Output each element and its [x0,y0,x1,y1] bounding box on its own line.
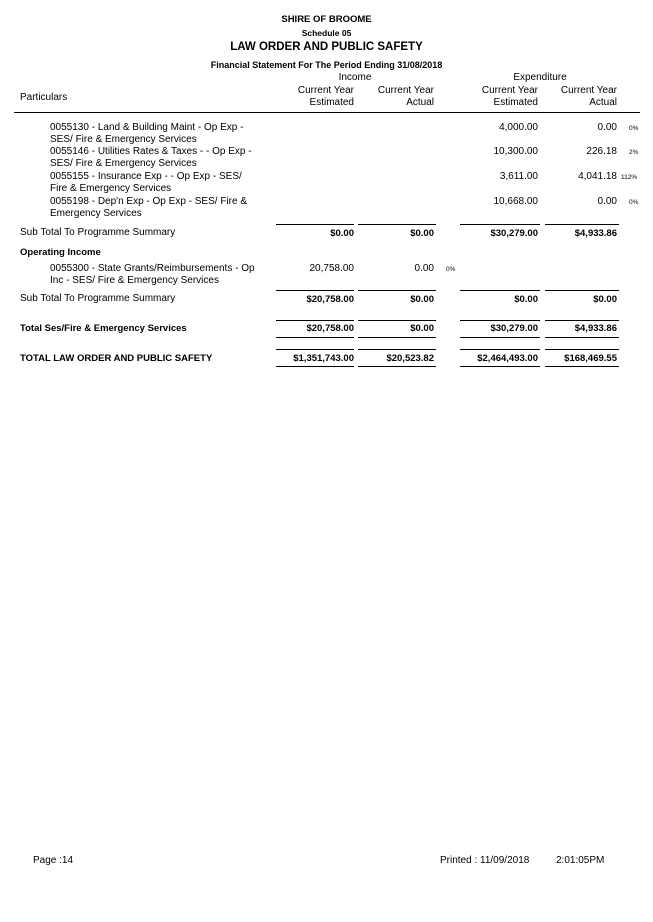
expenditure-actual-header-line2: Actual [589,97,617,108]
income-estimated-value: 20,758.00 [309,263,354,274]
column-rule [545,320,619,321]
column-rule [276,320,354,321]
column-rule [276,290,354,291]
column-rule [358,349,436,350]
expenditure-estimated-value: $0.00 [514,294,538,305]
subtotal-label: Sub Total To Programme Summary [20,293,176,304]
grand-total-label: TOTAL LAW ORDER AND PUBLIC SAFETY [20,353,213,364]
expenditure-estimated-value: $30,279.00 [490,228,538,239]
section-heading: Operating Income [20,247,101,258]
income-group-header: Income [338,72,372,83]
total-label: Total Ses/Fire & Emergency Services [20,323,187,334]
row-description: 0055130 - Land & Building Maint - Op Exp - SES/ Fire & Emergency Services [50,122,244,145]
expenditure-estimated-header-line1: Current Year [481,85,538,96]
income-actual-value: $0.00 [410,228,434,239]
printed-time: 2:01:05PM [556,855,605,866]
column-rule [460,290,540,291]
expenditure-estimated-value: 3,611.00 [499,171,538,182]
income-actual-value: $0.00 [410,323,434,334]
expenditure-estimated-value: 4,000.00 [499,122,538,133]
expenditure-estimated-value: $2,464,493.00 [477,353,538,364]
expenditure-actual-value: $4,933.86 [574,323,617,334]
percentage-value: 0% [629,199,639,206]
column-rule [460,366,540,367]
column-rule [545,224,619,225]
income-actual-header-line1: Current Year [377,85,434,96]
column-rule [358,290,436,291]
column-rule [358,366,436,367]
percentage-value: 112% [621,174,638,181]
income-actual-value: $0.00 [410,294,434,305]
column-rule [545,290,619,291]
row-description: 0055146 - Utilities Rates & Taxes - - Op Exp - SES/ Fire & Emergency Services [50,146,252,169]
column-rule [545,366,619,367]
report-title: LAW ORDER AND PUBLIC SAFETY [230,41,423,53]
expenditure-estimated-value: $30,279.00 [490,323,538,334]
column-rule [460,337,540,338]
income-actual-header-line2: Actual [406,97,434,108]
expenditure-estimated-header-line2: Estimated [493,97,538,108]
printed-date: Printed : 11/09/2018 [440,855,530,866]
column-rule [276,366,354,367]
income-estimated-header-line2: Estimated [309,97,354,108]
schedule-number: Schedule 05 [301,28,352,38]
percentage-value: 2% [629,149,639,156]
report-period: Financial Statement For The Period Ending 31/08/2018 [210,60,443,70]
row-description: 0055155 - Insurance Exp - - Op Exp - SES/ Fire & Emergency Services [50,171,242,194]
expenditure-actual-value: $4,933.86 [574,228,617,239]
income-actual-value: $20,523.82 [386,353,434,364]
income-estimated-header-line1: Current Year [297,85,354,96]
expenditure-actual-value: $0.00 [593,294,617,305]
header-divider [14,112,640,113]
expenditure-actual-value: 226.18 [586,146,617,157]
income-actual-value: 0.00 [414,263,434,274]
particulars-header: Particulars [20,92,68,103]
column-rule [460,320,540,321]
column-rule [358,320,436,321]
row-description: 0055300 - State Grants/Reimbursements - Op Inc - SES/ Fire & Emergency Services [50,263,255,286]
page-number: Page :14 [33,855,74,866]
column-rule [276,337,354,338]
organisation-name: SHIRE OF BROOME [281,14,372,25]
expenditure-actual-value: 0.00 [597,196,617,207]
column-rule [545,349,619,350]
row-description: 0055198 - Dep'n Exp - Op Exp - SES/ Fire & Emergency Services [50,196,248,219]
expenditure-group-header: Expenditure [513,72,567,83]
expenditure-actual-value: $168,469.55 [564,353,617,364]
column-rule [460,224,540,225]
expenditure-actual-value: 0.00 [597,122,617,133]
expenditure-estimated-value: 10,668.00 [493,196,538,207]
income-estimated-value: $1,351,743.00 [293,353,354,364]
income-estimated-value: $20,758.00 [306,323,354,334]
column-rule [276,349,354,350]
column-rule [276,224,354,225]
income-estimated-value: $20,758.00 [306,294,354,305]
percentage-value: 0% [629,125,639,132]
expenditure-actual-header-line1: Current Year [560,85,617,96]
expenditure-estimated-value: 10,300.00 [493,146,538,157]
column-rule [545,337,619,338]
column-rule [358,224,436,225]
percentage-value: 0% [446,266,456,273]
expenditure-actual-value: 4,041.18 [578,171,617,182]
subtotal-label: Sub Total To Programme Summary [20,227,176,238]
column-rule [358,337,436,338]
column-rule [460,349,540,350]
income-estimated-value: $0.00 [330,228,354,239]
